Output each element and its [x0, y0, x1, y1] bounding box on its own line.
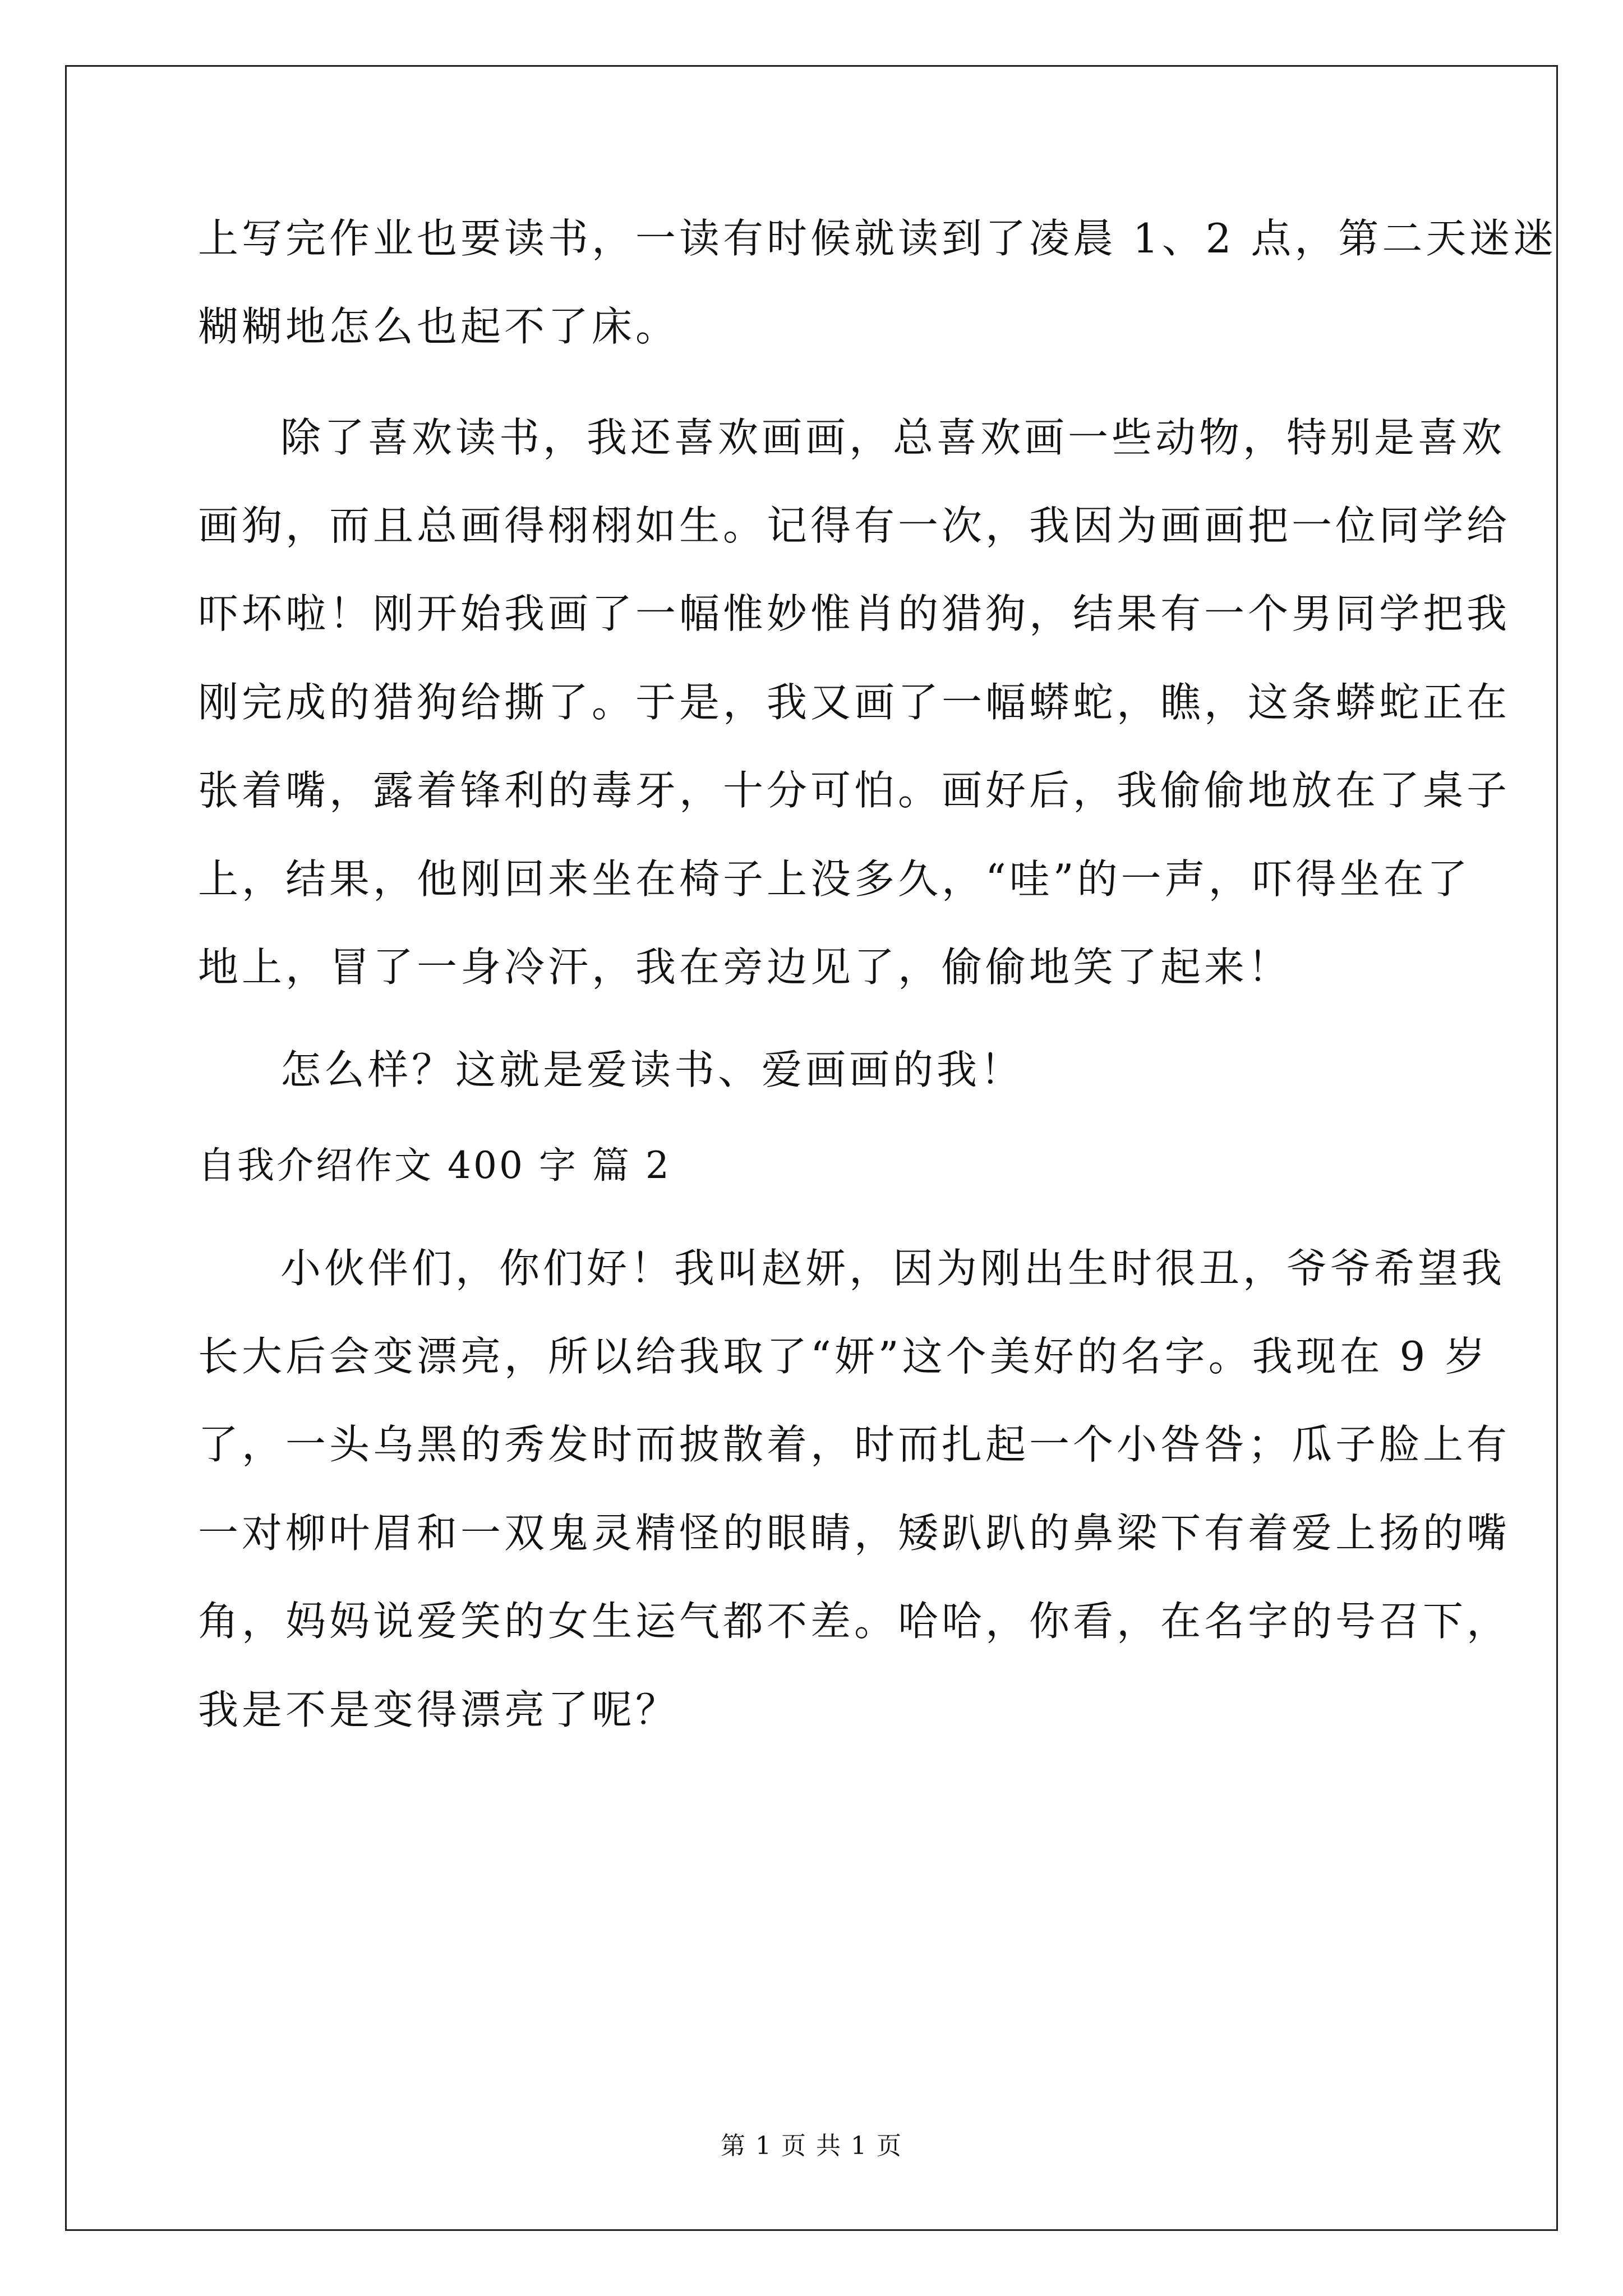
- text-line: 上，结果，他刚回来坐在椅子上没多久，“哇”的一声，吓得坐在了: [198, 855, 1471, 903]
- text-line: 上写完作业也要读书，一读有时候就读到了凌晨 1、2 点，第二天迷迷: [198, 215, 1557, 262]
- text-line: 小伙伴们，你们好！我叫赵妍，因为刚出生时很丑，爷爷希望我: [280, 1245, 1506, 1292]
- text-line: 糊糊地怎么也起不了床。: [198, 303, 680, 350]
- text-line: 吓坏啦！刚开始我画了一幅惟妙惟肖的猎狗，结果有一个男同学把我: [198, 590, 1511, 637]
- text-line: 除了喜欢读书，我还喜欢画画，总喜欢画一些动物，特别是喜欢: [280, 414, 1506, 461]
- text-line: 角，妈妈说爱笑的女生运气都不差。哈哈，你看，在名字的号召下，: [198, 1598, 1511, 1645]
- text-line: 刚完成的猎狗给撕了。于是，我又画了一幅蟒蛇，瞧，这条蟒蛇正在: [198, 679, 1511, 726]
- text-line: 怎么样？这就是爱读书、爱画画的我！: [280, 1046, 1025, 1093]
- text-line: 长大后会变漂亮，所以给我取了“妍”这个美好的名字。我现在 9 岁: [198, 1333, 1489, 1380]
- text-line: 画狗，而且总画得栩栩如生。记得有一次，我因为画画把一位同学给: [198, 502, 1511, 549]
- text-line: 张着嘴，露着锋利的毒牙，十分可怕。画好后，我偷偷地放在了桌子: [198, 767, 1511, 814]
- text-line: 我是不是变得漂亮了呢？: [198, 1686, 680, 1733]
- page-number-footer: 第 1 页 共 1 页: [721, 2132, 902, 2160]
- text-line: 一对柳叶眉和一双鬼灵精怪的眼睛，矮趴趴的鼻梁下有着爱上扬的嘴: [198, 1510, 1511, 1557]
- text-line: 地上，冒了一身冷汗，我在旁边见了，偷偷地笑了起来！: [198, 944, 1292, 991]
- section-heading: 自我介绍作文 400 字 篇 2: [198, 1144, 671, 1187]
- text-line: 了，一头乌黑的秀发时而披散着，时而扎起一个小咎咎；瓜子脸上有: [198, 1421, 1511, 1468]
